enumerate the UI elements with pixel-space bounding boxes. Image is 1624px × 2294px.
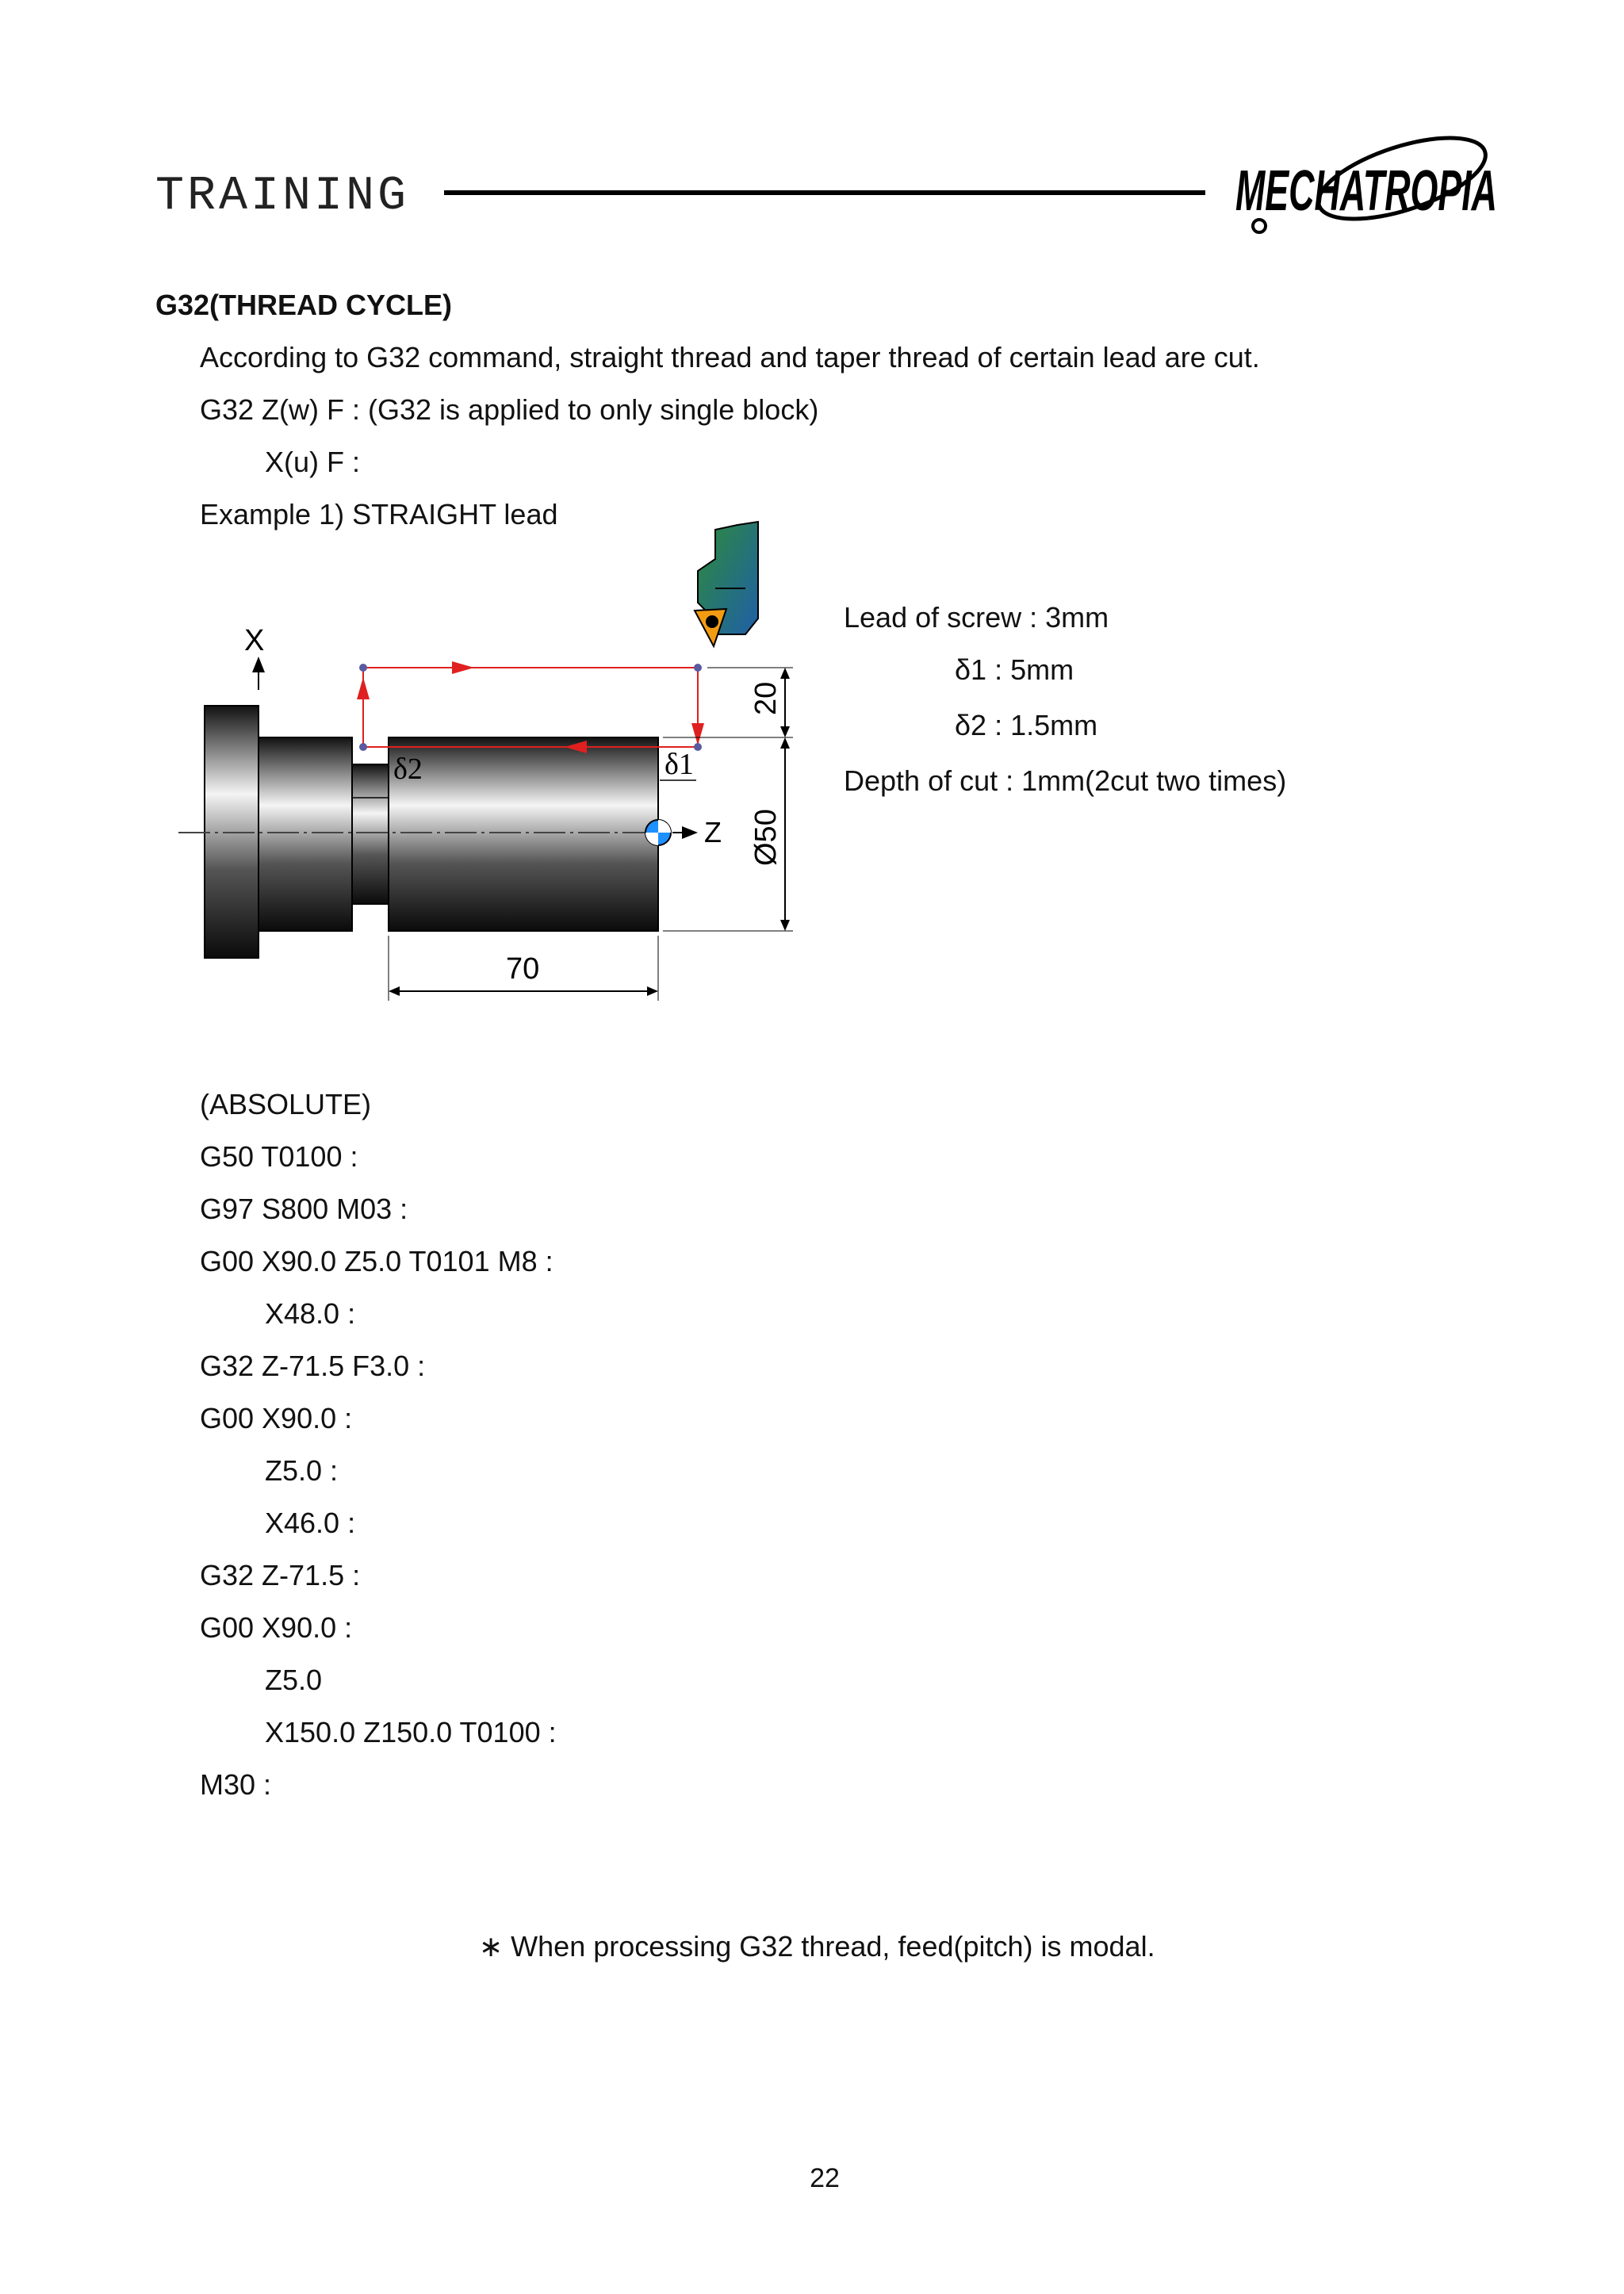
spec-delta1: δ1 : 5mm <box>955 653 1074 686</box>
program-line: X150.0 Z150.0 T0100 : <box>265 1716 557 1748</box>
program-line: G00 X90.0 : <box>200 1402 353 1434</box>
brand-logo-text: MECHATROPIA <box>1235 159 1497 223</box>
modal-note: ∗ When processing G32 thread, feed(pitch) is modal. <box>479 1930 1155 1963</box>
program-heading: (ABSOLUTE) <box>200 1088 372 1120</box>
spec-delta2: δ2 : 1.5mm <box>955 709 1098 741</box>
program-line: G97 S800 M03 : <box>200 1193 408 1225</box>
origin-marker <box>645 820 671 845</box>
page-number: 22 <box>810 2163 840 2193</box>
dim-50-label: Ø50 <box>749 809 783 866</box>
intro-line-2: G32 Z(w) F : (G32 is applied to only single block) <box>200 393 819 426</box>
program-line: G00 X90.0 : <box>200 1611 353 1644</box>
x-axis-label: X <box>244 624 265 657</box>
brand-logo <box>1228 131 1505 250</box>
spec-depth: Depth of cut : 1mm(2cut two times) <box>844 764 1287 797</box>
dim-70-label: 70 <box>506 952 540 986</box>
z-axis-label: Z <box>704 816 722 848</box>
header-title: TRAINING <box>155 170 410 224</box>
thread-diagram <box>159 515 872 1023</box>
program-line: Z5.0 <box>265 1664 323 1696</box>
intro-line-3: X(u) F : <box>265 446 361 478</box>
cutting-tool <box>695 522 758 646</box>
delta1-label: δ1 <box>665 748 694 781</box>
delta2-label: δ2 <box>393 753 423 786</box>
header-rule <box>444 190 1205 195</box>
intro-line-1: According to G32 command, straight thread and taper thread of certain lead are cut. <box>200 341 1260 373</box>
spec-lead: Lead of screw : 3mm <box>844 601 1109 634</box>
program-line: G32 Z-71.5 : <box>200 1559 361 1591</box>
program-line: X48.0 : <box>265 1297 356 1330</box>
intro-line-4: Example 1) STRAIGHT lead <box>200 498 558 530</box>
program-line: Z5.0 : <box>265 1454 339 1487</box>
program-line: G50 T0100 : <box>200 1140 358 1173</box>
dim-20-label: 20 <box>749 681 783 715</box>
program-line: G32 Z-71.5 F3.0 : <box>200 1350 426 1382</box>
program-line: X46.0 : <box>265 1507 356 1539</box>
section-title: G32(THREAD CYCLE) <box>155 289 453 321</box>
program-line: M30 : <box>200 1768 272 1801</box>
program-line: G00 X90.0 Z5.0 T0101 M8 : <box>200 1245 553 1277</box>
